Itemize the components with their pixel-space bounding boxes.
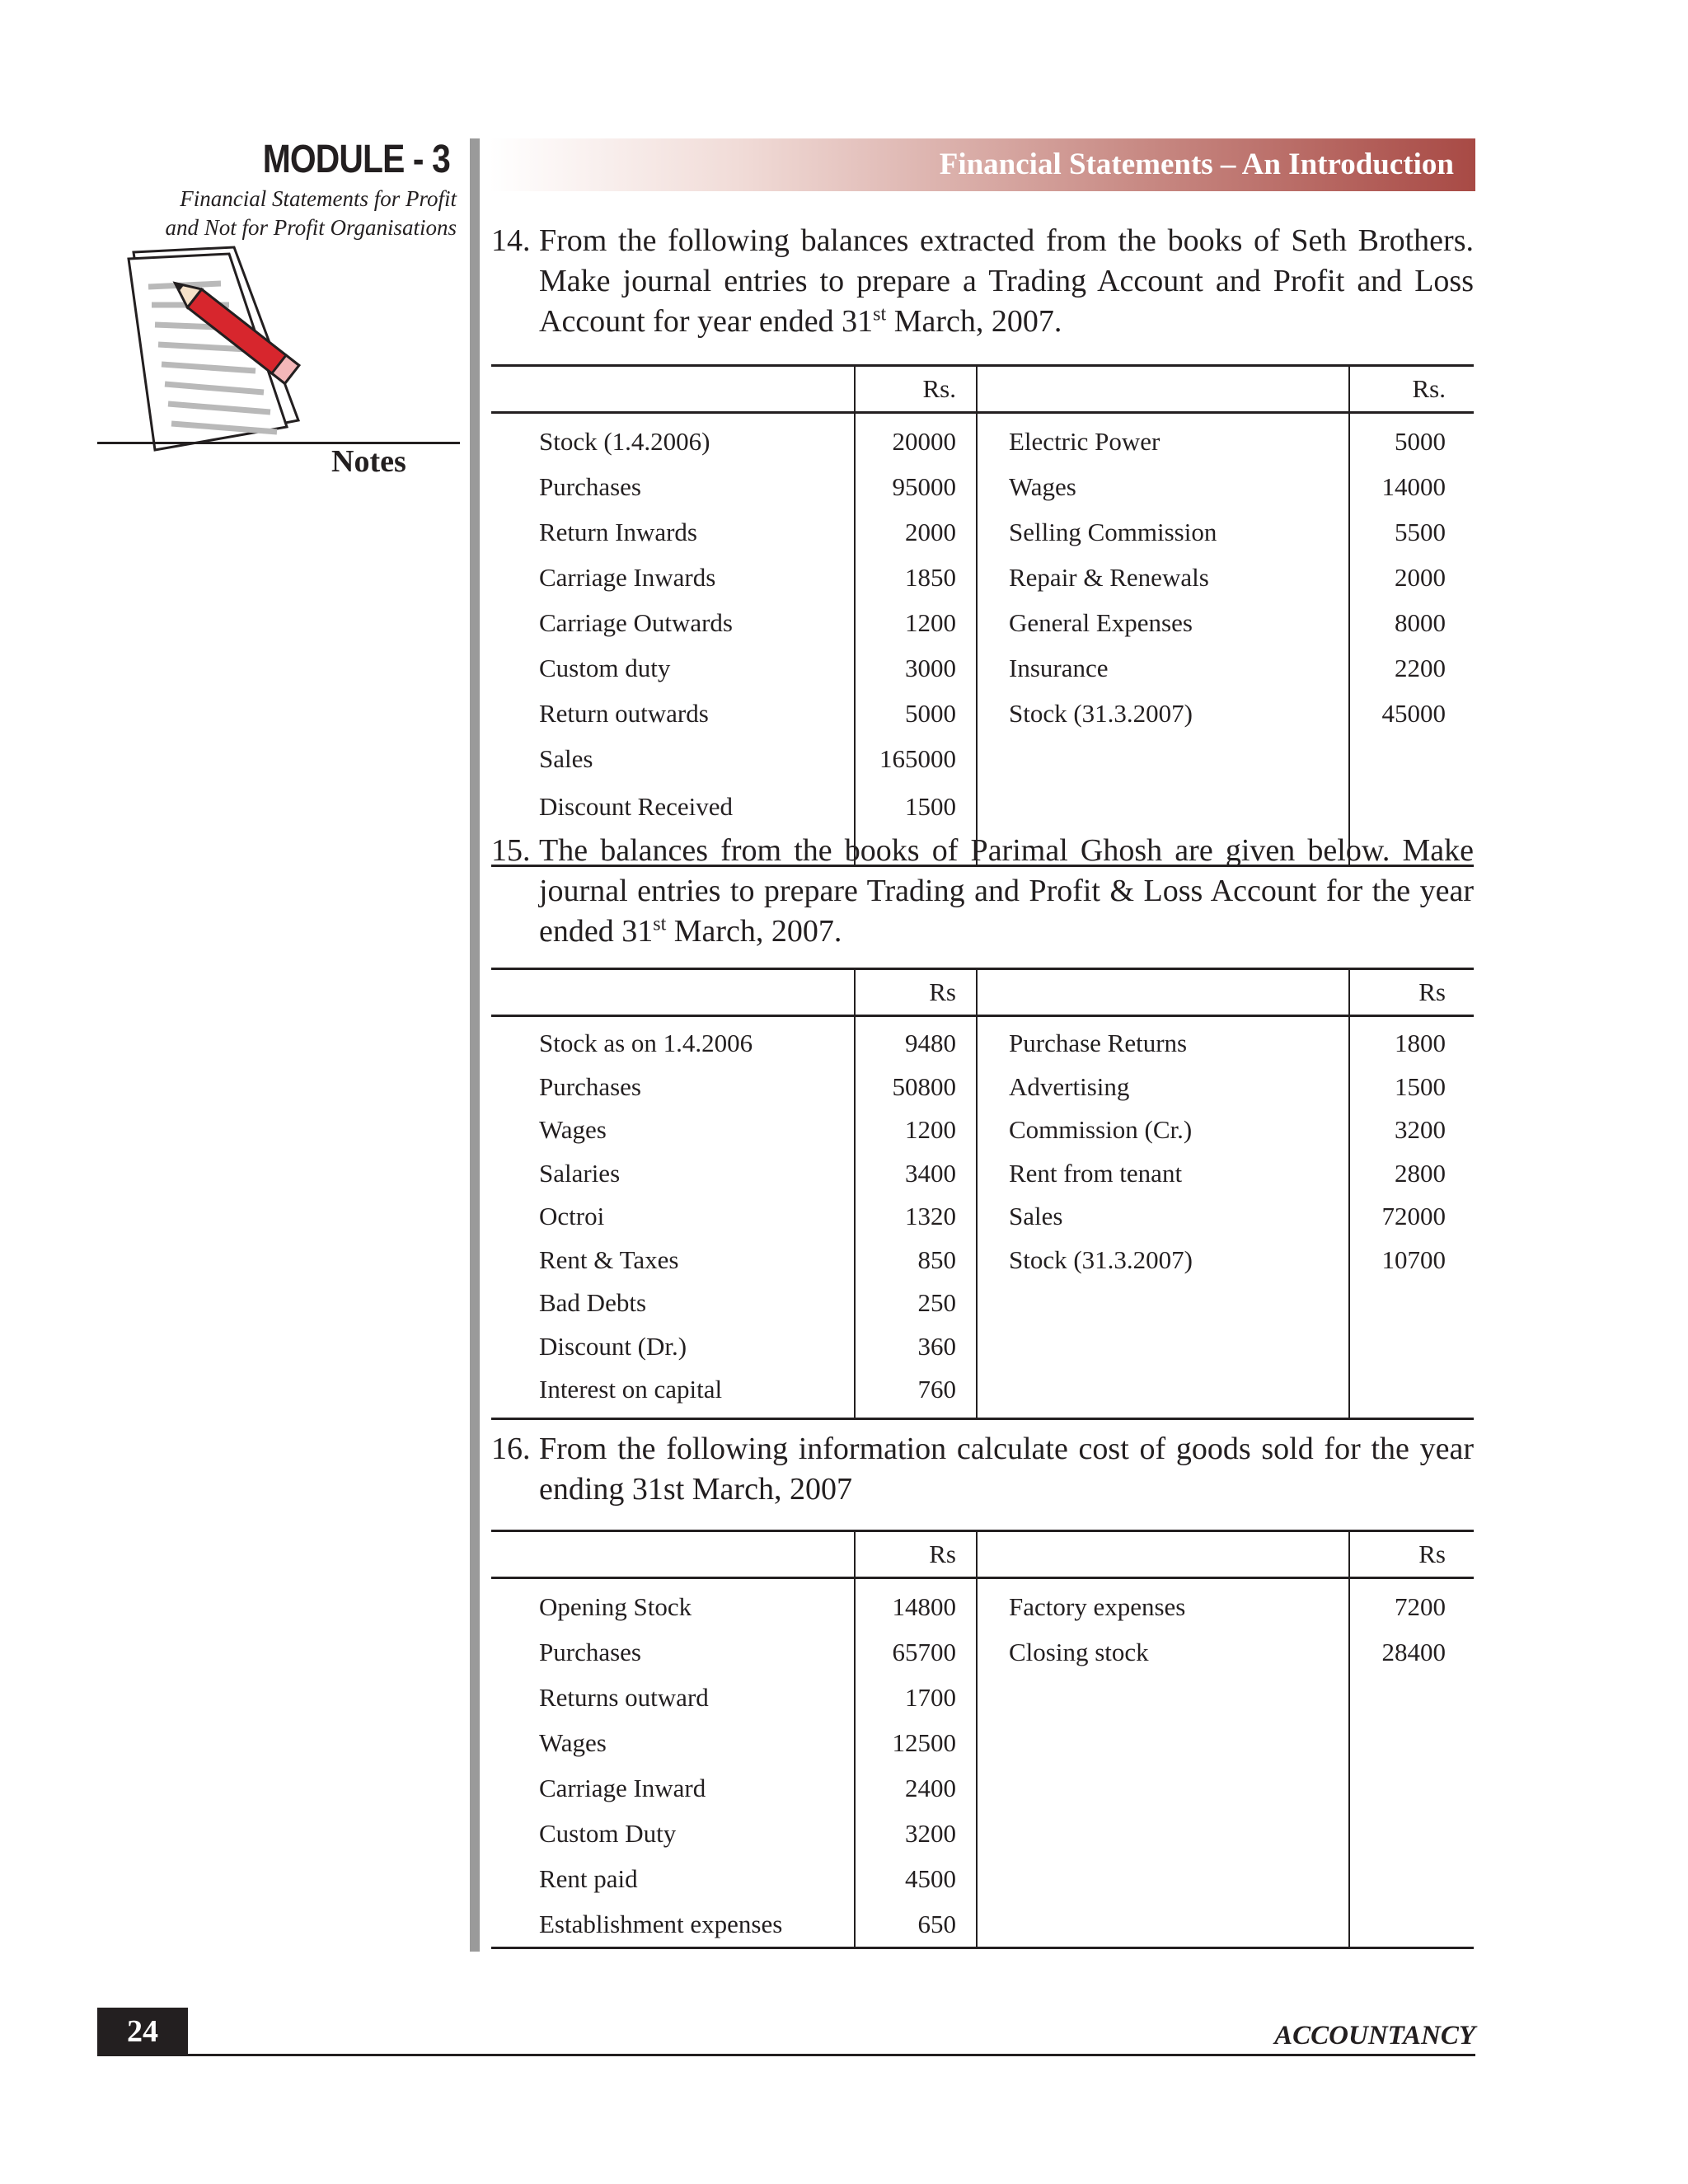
amount: 14800 <box>892 1592 956 1621</box>
balances-table-14 <box>491 364 1474 867</box>
left-items <box>491 1017 854 1418</box>
amount: 760 <box>917 1375 956 1404</box>
list-item: Stock (31.3.2007) <box>1009 699 1193 728</box>
footer-subject: ACCOUNTANCY <box>1274 2021 1475 2050</box>
amount: 2800 <box>1395 1158 1446 1188</box>
question-14 <box>491 221 1474 342</box>
list-item: General Expenses <box>1009 608 1193 637</box>
module-title: MODULE - 3 <box>262 138 450 181</box>
module-subtitle <box>99 185 457 242</box>
amount: 850 <box>917 1244 956 1274</box>
list-item: Return outwards <box>539 699 709 728</box>
list-item: Rent paid <box>539 1864 638 1893</box>
question-text: The balances from the books of Parimal Ghosh are given below. Make journal entries to prepare Trading and Profit & Loss Account for the year ended 31st March, 2007. <box>539 833 1474 949</box>
column-header-rs: Rs <box>1418 1540 1446 1568</box>
amount: 360 <box>917 1331 956 1361</box>
list-item: Establishment expenses <box>539 1910 783 1938</box>
column-header-rs: Rs. <box>1412 374 1446 403</box>
notes-pencil-icon <box>97 244 361 466</box>
footer-rule <box>97 2054 1475 2056</box>
question-number: 14. <box>491 223 531 258</box>
amount: 165000 <box>879 744 956 773</box>
right-items <box>978 1579 1350 1947</box>
amount: 95000 <box>892 472 956 501</box>
amount: 3200 <box>1395 1115 1446 1144</box>
list-item: Discount Received <box>539 792 734 821</box>
balances-table-15 <box>491 968 1474 1420</box>
amount: 45000 <box>1381 699 1446 728</box>
list-item: Octroi <box>539 1202 605 1230</box>
list-item: Closing stock <box>1009 1638 1149 1666</box>
list-item: Carriage Inwards <box>539 563 716 592</box>
list-item: Stock (1.4.2006) <box>539 427 710 456</box>
list-item: Insurance <box>1009 654 1109 682</box>
list-item: Factory expenses <box>1009 1592 1186 1621</box>
left-items <box>491 414 854 865</box>
list-item: Discount (Dr.) <box>539 1331 687 1361</box>
amount: 4500 <box>905 1864 956 1893</box>
amount: 72000 <box>1381 1202 1446 1230</box>
list-item: Wages <box>1009 472 1076 501</box>
amount: 2000 <box>905 518 956 546</box>
module-subtitle-line2: and Not for Profit Organisations <box>165 215 457 240</box>
question-text: From the following balances extracted from the books of Seth Brothers. Make journal entries to prepare a Trading Account and Profit and Loss Account for year ended 31st March, 2007. <box>539 223 1474 339</box>
amount: 2400 <box>905 1774 956 1802</box>
amount: 7200 <box>1395 1592 1446 1621</box>
list-item: Repair & Renewals <box>1009 563 1209 592</box>
list-item: Sales <box>539 744 593 773</box>
amount: 1700 <box>905 1683 956 1712</box>
amount: 3200 <box>905 1819 956 1848</box>
list-item: Advertising <box>1009 1071 1130 1101</box>
amount: 12500 <box>892 1728 956 1757</box>
list-item: Sales <box>1009 1202 1063 1230</box>
left-values <box>854 1017 978 1418</box>
list-item: Salaries <box>539 1158 621 1188</box>
list-item: Returns outward <box>539 1683 709 1712</box>
right-items <box>978 414 1350 865</box>
column-header-rs: Rs. <box>854 367 978 411</box>
list-item: Rent & Taxes <box>539 1244 679 1274</box>
amount: 1500 <box>1395 1071 1446 1101</box>
list-item: Wages <box>539 1728 607 1757</box>
list-item: Purchases <box>539 1638 641 1666</box>
list-item: Commission (Cr.) <box>1009 1115 1193 1144</box>
column-header-rs: Rs <box>854 970 978 1015</box>
question-16 <box>491 1429 1474 1510</box>
amount: 9480 <box>905 1029 956 1057</box>
amount: 250 <box>917 1288 956 1317</box>
chapter-title: Financial Statements – An Introduction <box>939 148 1454 181</box>
amount: 2000 <box>1395 563 1446 592</box>
amount: 650 <box>917 1910 956 1938</box>
list-item: Carriage Outwards <box>539 608 733 637</box>
list-item: Purchases <box>539 472 641 501</box>
amount: 8000 <box>1395 608 1446 637</box>
list-item: Stock (31.3.2007) <box>1009 1244 1193 1274</box>
left-values <box>854 1579 978 1947</box>
amount: 1200 <box>905 1115 956 1144</box>
question-text: From the following information calculate cost of goods sold for the year ending 31st March, 2007 <box>539 1432 1474 1507</box>
list-item: Stock as on 1.4.2006 <box>539 1029 753 1057</box>
amount: 3400 <box>905 1158 956 1188</box>
amount: 5000 <box>1395 427 1446 456</box>
sidebar-divider <box>470 138 480 1952</box>
amount: 14000 <box>1381 472 1446 501</box>
column-header-rs: Rs <box>1418 977 1446 1006</box>
chapter-header <box>490 138 1475 191</box>
notes-label: Notes <box>331 444 406 479</box>
list-item: Return Inwards <box>539 518 697 546</box>
amount: 50800 <box>892 1071 956 1101</box>
amount: 1320 <box>905 1202 956 1230</box>
question-number: 16. <box>491 1432 531 1466</box>
page-number: 24 <box>97 2008 188 2055</box>
amount: 5000 <box>905 699 956 728</box>
list-item: Bad Debts <box>539 1288 647 1317</box>
list-item: Interest on capital <box>539 1375 723 1404</box>
list-item: Opening Stock <box>539 1592 692 1621</box>
list-item: Rent from tenant <box>1009 1158 1183 1188</box>
amount: 1850 <box>905 563 956 592</box>
amount: 1200 <box>905 608 956 637</box>
list-item: Custom Duty <box>539 1819 677 1848</box>
list-item: Electric Power <box>1009 427 1160 456</box>
amount: 28400 <box>1381 1638 1446 1666</box>
right-items <box>978 1017 1350 1418</box>
amount: 2200 <box>1395 654 1446 682</box>
list-item: Selling Commission <box>1009 518 1217 546</box>
right-values <box>1350 1579 1474 1947</box>
left-values <box>854 414 978 865</box>
amount: 65700 <box>892 1638 956 1666</box>
right-values <box>1350 1017 1474 1418</box>
list-item: Purchases <box>539 1071 641 1101</box>
balances-table-16 <box>491 1530 1474 1949</box>
amount: 10700 <box>1381 1244 1446 1274</box>
list-item: Custom duty <box>539 654 671 682</box>
amount: 1800 <box>1395 1029 1446 1057</box>
amount: 5500 <box>1395 518 1446 546</box>
left-items <box>491 1579 854 1947</box>
amount: 1500 <box>905 792 956 821</box>
right-values <box>1350 414 1474 865</box>
module-subtitle-line1: Financial Statements for Profit <box>180 186 457 211</box>
list-item: Carriage Inward <box>539 1774 706 1802</box>
column-header-rs: Rs <box>854 1532 978 1577</box>
amount: 3000 <box>905 654 956 682</box>
question-number: 15. <box>491 833 531 868</box>
list-item: Purchase Returns <box>1009 1029 1188 1057</box>
amount: 20000 <box>892 427 956 456</box>
question-15 <box>491 831 1474 952</box>
list-item: Wages <box>539 1115 607 1144</box>
